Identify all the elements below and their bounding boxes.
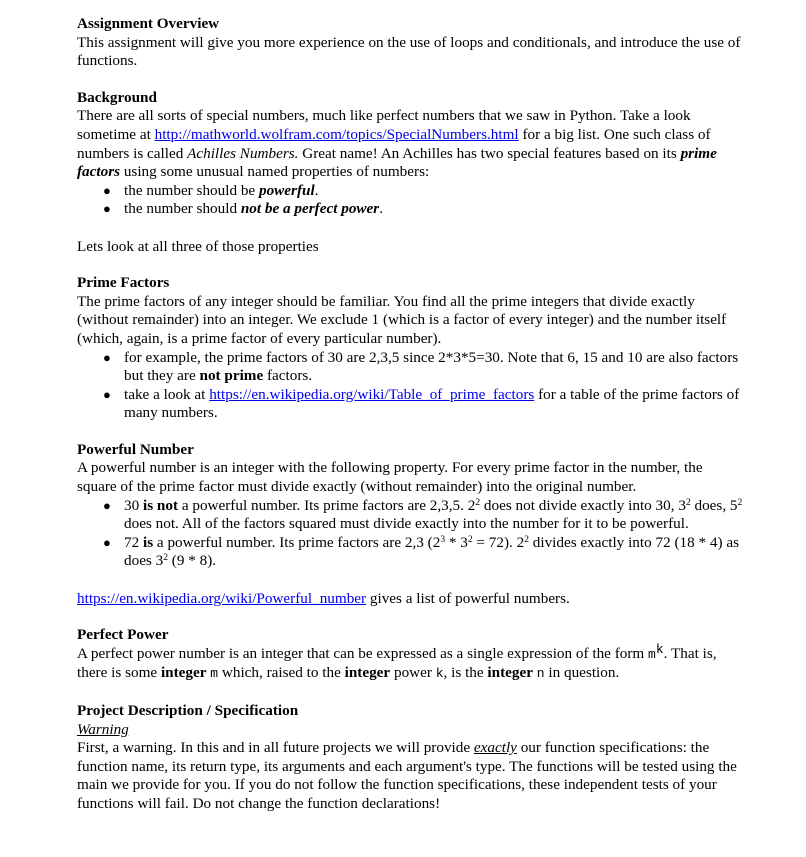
prime-factors-heading: Prime Factors bbox=[77, 274, 170, 292]
powerful-number-link-line: https://en.wikipedia.org/wiki/Powerful_number gives a list of powerful numbers. bbox=[77, 589, 570, 607]
bullet-icon: ● bbox=[103, 349, 111, 365]
project-heading: Project Description / Specification bbox=[77, 702, 299, 719]
bullet-icon: ● bbox=[103, 386, 111, 402]
bullet-icon: ● bbox=[103, 182, 111, 198]
powerful-number-link[interactable]: https://en.wikipedia.org/wiki/Powerful_number bbox=[77, 589, 367, 607]
powerful-number-heading: Powerful Number bbox=[77, 440, 194, 458]
overview-text: This assignment will give you more experience on the use of loops and conditionals, and introduce the use of functions. bbox=[77, 33, 741, 70]
section-project-description bbox=[77, 702, 743, 814]
list-item: ● 30 is not a powerful number. Its prime factors are 2,3,5. $2^2$ does not divide exactly into 30, $3^2$ does, $5^2$ does not. All of the factors squared must divide exactly into the number for it to be powerful. bbox=[103, 496, 743, 533]
prime-factors-table-link[interactable]: https://en.wikipedia.org/wiki/Table_of_prime_factors bbox=[209, 385, 535, 403]
bullet-icon: ● bbox=[103, 201, 111, 217]
section-overview bbox=[77, 15, 743, 71]
list-item: ● take a look at https://en.wikipedia.org/wiki/Table_of_prime_factors for a table of the prime factors of many numbers. bbox=[103, 385, 740, 422]
special-numbers-link[interactable]: http://mathworld.wolfram.com/topics/SpecialNumbers.html bbox=[154, 125, 519, 143]
background-closing: Lets look at all three of those properties bbox=[77, 237, 319, 255]
powerful-number-text: A powerful number is an integer with the following property. For every prime factor in the number, the square of the prime factor must divide exactly (without remainder) into the original number. bbox=[77, 459, 703, 496]
bullet-icon: ● bbox=[103, 497, 111, 513]
prime-factors-list bbox=[77, 349, 743, 423]
prime-factors-text: The prime factors of any integer should be familiar. You find all the prime integers that divide exactly (without remainder) into an integer. We exclude 1 (which is a factor of every integer) and the number itself (which, again, is a prime factor of every particular number). bbox=[77, 292, 727, 347]
list-item: ● the number should be powerful. bbox=[103, 181, 319, 199]
section-powerful-number bbox=[77, 441, 743, 608]
achilles-properties-list bbox=[77, 182, 743, 219]
list-item: ● 72 is a powerful number. Its prime factors are 2,3 $(2^3 * 3^2 = 72)$. $2^2$ divides exactly into 72 (18 * 4) as does $3^2$ (9 * 8). bbox=[103, 533, 740, 570]
section-perfect-power bbox=[77, 626, 743, 684]
list-item: ● for example, the prime factors of 30 are 2,3,5 since 2*3*5=30. Note that 6, 15 and 10 are also factors but they are not prime factors. bbox=[103, 348, 739, 385]
project-warning-text: First, a warning. In this and in all future projects we will provide exactly our function specifications: the function name, its return type, its arguments and each argument's type. The functions will be tested using the main we provide for you. If you do not follow the function specifications, these independent tests of your functions will fail. Do not change the function declarations! bbox=[77, 739, 737, 812]
perfect-power-text: A perfect power number is an integer that can be expressed as a single expression of the form $m^k$. That is, there is some integer m which, raised to the integer power k, is the integer n in question. bbox=[77, 641, 717, 682]
document bbox=[77, 15, 743, 832]
section-background bbox=[77, 89, 743, 256]
bullet-icon: ● bbox=[103, 534, 111, 550]
overview-heading: Assignment Overview bbox=[77, 15, 220, 32]
list-item: ● the number should not be a perfect power. bbox=[103, 200, 383, 218]
background-heading: Background bbox=[77, 88, 157, 106]
warning-subheading: Warning bbox=[77, 720, 129, 738]
background-paragraph: There are all sorts of special numbers, much like perfect numbers that we saw in Python. Take a look sometime at http://mathworld.wolfram.com/topics/SpecialNumbers.html for a big list. One such class of numbers is called Achilles Numbers. Great name! An Achilles has two special features based on its prime factors using some unusual named properties of numbers: bbox=[77, 107, 717, 181]
powerful-number-list bbox=[77, 497, 743, 571]
perfect-power-heading: Perfect Power bbox=[77, 626, 169, 644]
section-prime-factors bbox=[77, 274, 743, 423]
